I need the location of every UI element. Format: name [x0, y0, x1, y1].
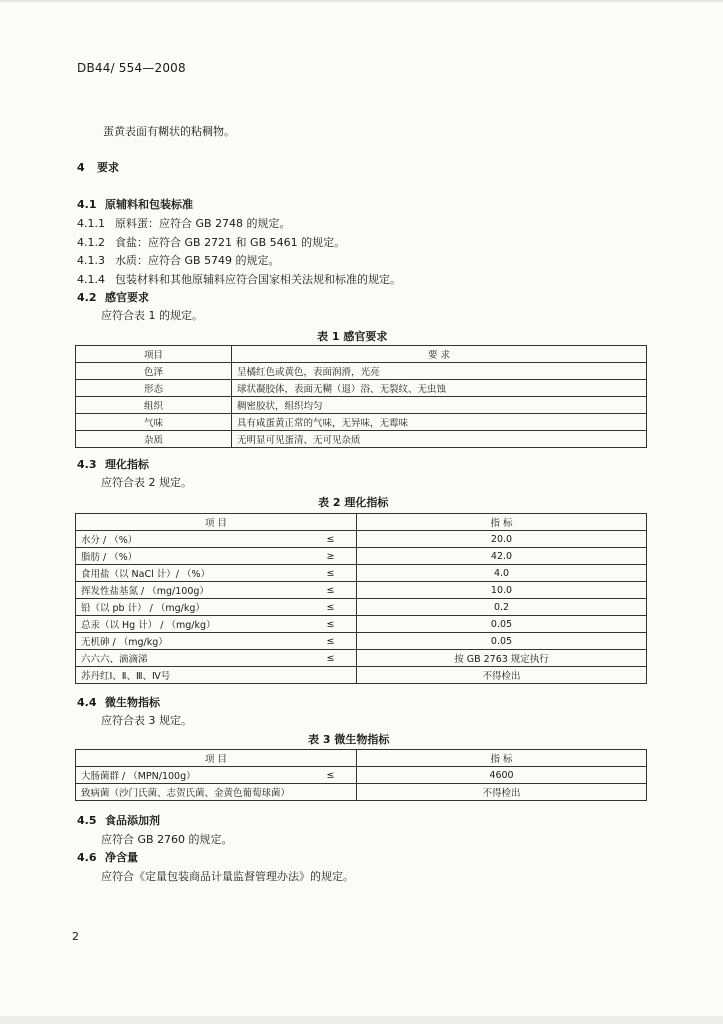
value-cell: 按 GB 2763 规定执行: [357, 650, 647, 667]
section-number: 4.1: [77, 198, 97, 211]
table-row: [76, 633, 647, 650]
page-number: 2: [72, 930, 79, 943]
section-title: 食品添加剂: [105, 814, 160, 827]
item-cell: 总汞（以 Hg 计） / （mg/kg）: [76, 616, 306, 633]
value-cell: 0.05: [357, 633, 647, 650]
section-title: 要求: [97, 161, 119, 174]
section-number: 4.6: [77, 851, 97, 864]
section-4-3-heading: [77, 456, 149, 472]
limit-symbol: ≤: [305, 616, 356, 633]
table-row: [76, 548, 647, 565]
requirement-cell: 无明显可见蛋清、无可见杂质: [232, 431, 647, 448]
item-cell: 形态: [76, 380, 232, 397]
section-4-2-heading: [77, 289, 149, 305]
limit-symbol: ≤: [305, 531, 356, 548]
item-cell: 致病菌（沙门氏菌、志贺氏菌、金黄色葡萄球菌）: [76, 784, 306, 801]
clause-text: 水质：应符合 GB 5749 的规定。: [115, 254, 280, 267]
table-row: [76, 363, 647, 380]
item-cell: 苏丹红Ⅰ、Ⅱ、Ⅲ、Ⅳ号: [76, 667, 306, 684]
clause-number: 4.1.1: [77, 217, 105, 230]
limit-symbol: [305, 784, 356, 801]
value-cell: 0.2: [357, 599, 647, 616]
column-header: 项 目: [76, 750, 357, 767]
clause-4-1-4: [77, 271, 401, 287]
table-row: [76, 380, 647, 397]
section-title: 净含量: [105, 851, 138, 864]
clause-4-1-1: [77, 215, 291, 231]
column-header: 指 标: [357, 750, 647, 767]
value-cell: 4600: [357, 767, 647, 784]
standard-code-header: DB44/ 554—2008: [77, 61, 186, 75]
table-2-physicochemical: [75, 513, 647, 684]
table-1-sensory: [75, 345, 647, 448]
table-3-microbiological: [75, 749, 647, 801]
section-4-3-text: 应符合表 2 规定。: [101, 476, 192, 489]
limit-symbol: ≤: [305, 599, 356, 616]
table-row: [76, 784, 647, 801]
value-cell: 4.0: [357, 565, 647, 582]
clause-4-1-3: [77, 252, 280, 268]
section-4-5-heading: [77, 812, 160, 828]
section-4-4-heading: [77, 694, 160, 710]
table-row: [76, 565, 647, 582]
table-row: [76, 650, 647, 667]
clause-number: 4.1.2: [77, 236, 105, 249]
table-row: [76, 531, 647, 548]
value-cell: 不得检出: [357, 784, 647, 801]
table-header-row: [76, 514, 647, 531]
requirement-cell: 稠密胶状，组织均匀: [232, 397, 647, 414]
table-row: [76, 582, 647, 599]
item-cell: 色泽: [76, 363, 232, 380]
table-row: [76, 431, 647, 448]
item-cell: 挥发性盐基氮 / （mg/100g）: [76, 582, 306, 599]
column-header: 项 目: [76, 514, 357, 531]
limit-symbol: ≤: [305, 582, 356, 599]
value-cell: 不得检出: [357, 667, 647, 684]
value-cell: 10.0: [357, 582, 647, 599]
clause-number: 4.1.3: [77, 254, 105, 267]
clause-text: 原料蛋：应符合 GB 2748 的规定。: [115, 217, 291, 230]
section-title: 感官要求: [105, 291, 149, 304]
item-cell: 无机砷 / （mg/kg）: [76, 633, 306, 650]
item-cell: 大肠菌群 / （MPN/100g）: [76, 767, 306, 784]
table-row: [76, 767, 647, 784]
limit-symbol: ≤: [305, 633, 356, 650]
value-cell: 42.0: [357, 548, 647, 565]
scan-edge-top: [0, 0, 723, 2]
requirement-cell: 球状凝胶体，表面无糊（退）浴、无裂纹、无虫蚀: [232, 380, 647, 397]
value-cell: 0.05: [357, 616, 647, 633]
section-number: 4.3: [77, 458, 97, 471]
table-header-row: [76, 346, 647, 363]
item-cell: 脂肪 / （%）: [76, 548, 306, 565]
section-number: 4: [77, 161, 85, 174]
table-row: [76, 414, 647, 431]
section-title: 理化指标: [105, 458, 149, 471]
table-row: [76, 599, 647, 616]
item-cell: 铅（以 pb 计） / （mg/kg）: [76, 599, 306, 616]
requirement-cell: 具有咸蛋黄正常的气味，无异味，无霉味: [232, 414, 647, 431]
scan-edge-bottom: [0, 1016, 723, 1024]
table-row: [76, 667, 647, 684]
section-number: 4.4: [77, 696, 97, 709]
limit-symbol: ≤: [305, 565, 356, 582]
section-number: 4.2: [77, 291, 97, 304]
limit-symbol: ≤: [305, 767, 356, 784]
section-4-heading: [77, 159, 119, 175]
item-cell: 食用盐（以 NaCl 计）/ （%）: [76, 565, 306, 582]
value-cell: 20.0: [357, 531, 647, 548]
section-4-6-text: 应符合《定量包装商品计量监督管理办法》的规定。: [101, 870, 354, 883]
table-3-caption: 表 3 微生物指标: [308, 733, 390, 746]
table-1-caption: 表 1 感官要求: [317, 330, 388, 343]
intro-line: 蛋黄表面有糊状的粘稠物。: [103, 125, 235, 138]
item-cell: 组织: [76, 397, 232, 414]
item-cell: 气味: [76, 414, 232, 431]
item-cell: 六六六、滴滴涕: [76, 650, 306, 667]
clause-number: 4.1.4: [77, 273, 105, 286]
section-4-4-text: 应符合表 3 规定。: [101, 714, 192, 727]
section-4-5-text: 应符合 GB 2760 的规定。: [101, 833, 233, 846]
clause-text: 包装材料和其他原辅料应符合国家相关法规和标准的规定。: [115, 273, 401, 286]
table-row: [76, 397, 647, 414]
table-row: [76, 616, 647, 633]
limit-symbol: ≤: [305, 650, 356, 667]
section-number: 4.5: [77, 814, 97, 827]
table-2-caption: 表 2 理化指标: [318, 496, 389, 509]
requirement-cell: 呈橘红色或黄色，表面润滑，光亮: [232, 363, 647, 380]
item-cell: 水分 / （%）: [76, 531, 306, 548]
section-4-1-heading: [77, 196, 193, 212]
column-header: 要 求: [232, 346, 647, 363]
section-title: 微生物指标: [105, 696, 160, 709]
column-header: 指 标: [357, 514, 647, 531]
item-cell: 杂质: [76, 431, 232, 448]
column-header: 项目: [76, 346, 232, 363]
section-4-6-heading: [77, 849, 138, 865]
limit-symbol: ≥: [305, 548, 356, 565]
table-header-row: [76, 750, 647, 767]
section-4-2-text: 应符合表 1 的规定。: [101, 309, 203, 322]
clause-text: 食盐：应符合 GB 2721 和 GB 5461 的规定。: [115, 236, 346, 249]
clause-4-1-2: [77, 234, 345, 250]
limit-symbol: [305, 667, 356, 684]
section-title: 原辅料和包装标准: [105, 198, 193, 211]
